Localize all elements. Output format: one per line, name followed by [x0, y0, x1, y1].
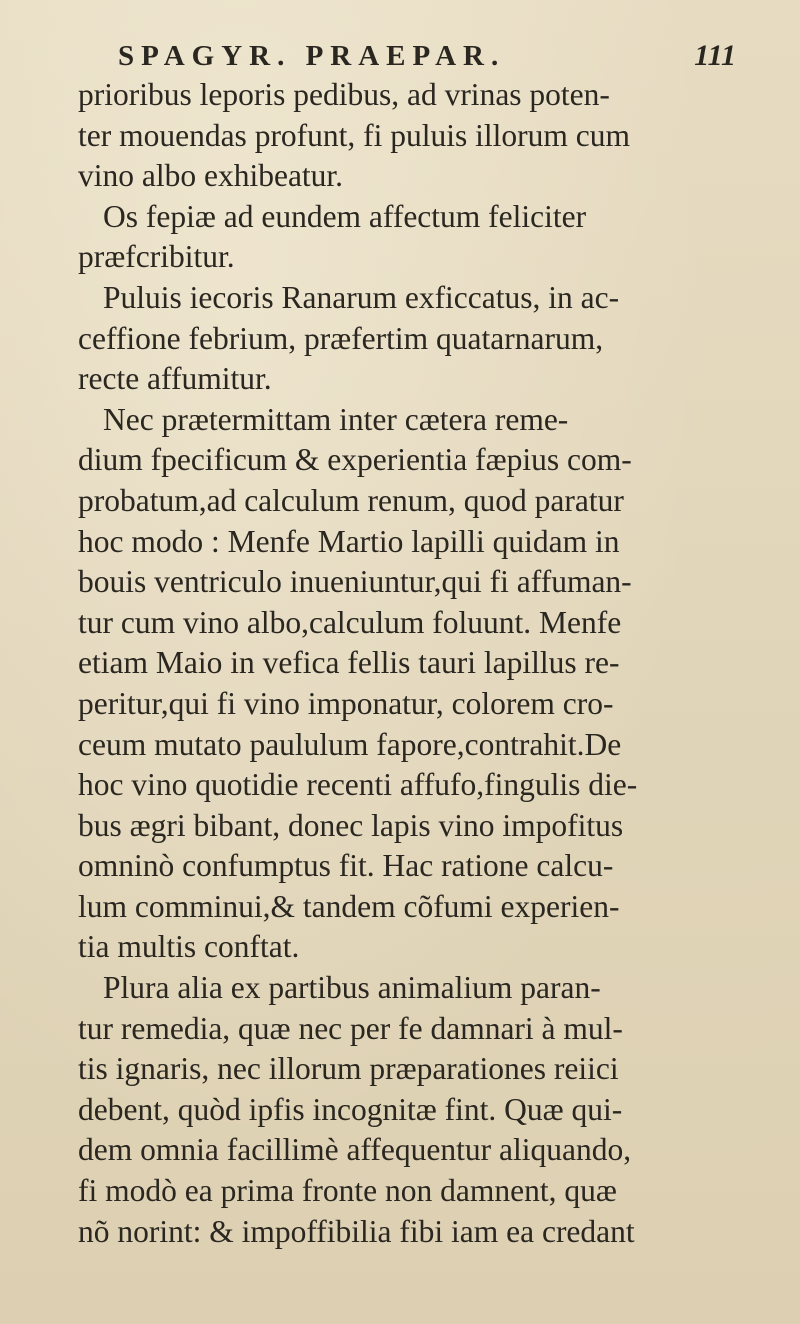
running-head — [100, 36, 736, 76]
page-number: 111 — [694, 39, 736, 72]
text-line: tur remedia, quæ nec per fe damnari à mul- — [78, 1010, 623, 1046]
text-line: probatum,ad calculum renum, quod paratur — [78, 482, 624, 518]
text-line: bus ægri bibant, donec lapis vino impofitus — [78, 807, 624, 843]
text-line: tis ignaris, nec illorum præparationes reiici — [78, 1051, 619, 1087]
text-line: tur cum vino albo,calculum foluunt. Menfe — [78, 604, 622, 640]
text-line: Nec prætermittam inter cætera reme- — [103, 401, 569, 437]
text-line: etiam Maio in vefica fellis tauri lapillus re- — [78, 645, 620, 681]
text-line: præfcribitur. — [78, 239, 235, 275]
text-line: omninò confumptus fit. Hac ratione calcu- — [78, 848, 614, 884]
text-line: fi modò ea prima fronte non damnent, quæ — [78, 1173, 617, 1209]
body-text — [78, 75, 748, 1252]
text-line: dium fpecificum & experientia fæpius com- — [78, 442, 632, 478]
text-line: ceum mutato paululum fapore,contrahit.De — [78, 726, 622, 762]
text-line: tia multis conftat. — [78, 929, 300, 965]
text-line: bouis ventriculo inueniuntur,qui fi affuman- — [78, 564, 632, 600]
text-line: ceffione febrium, præfertim quatarnarum, — [78, 320, 604, 356]
text-line: Plura alia ex partibus animalium paran- — [103, 970, 601, 1006]
text-line: dem omnia facillimè affequentur aliquando, — [78, 1132, 632, 1168]
text-line: debent, quòd ipfis incognitæ fint. Quæ qui- — [78, 1091, 623, 1127]
text-line: peritur,qui fi vino imponatur, colorem cro- — [78, 685, 614, 721]
text-line: Os fepiæ ad eundem affectum feliciter — [103, 198, 587, 234]
running-title: SPAGYR. PRAEPAR. — [118, 40, 506, 72]
text-line: nõ norint: & impoffibilia fibi iam ea credant — [78, 1213, 635, 1249]
text-line: ter mouendas profunt, fi puluis illorum cum — [78, 117, 631, 153]
text-line: vino albo exhibeatur. — [78, 158, 344, 194]
text-line: recte affumitur. — [78, 361, 272, 397]
text-line: lum comminui,& tandem cõfumi experien- — [78, 888, 620, 924]
text-line: hoc vino quotidie recenti affufo,fingulis die- — [78, 767, 638, 803]
text-line: prioribus leporis pedibus, ad vrinas poten- — [78, 77, 610, 112]
text-line: Puluis iecoris Ranarum exficcatus, in ac- — [103, 279, 620, 315]
text-line: hoc modo : Menfe Martio lapilli quidam in — [78, 523, 620, 559]
